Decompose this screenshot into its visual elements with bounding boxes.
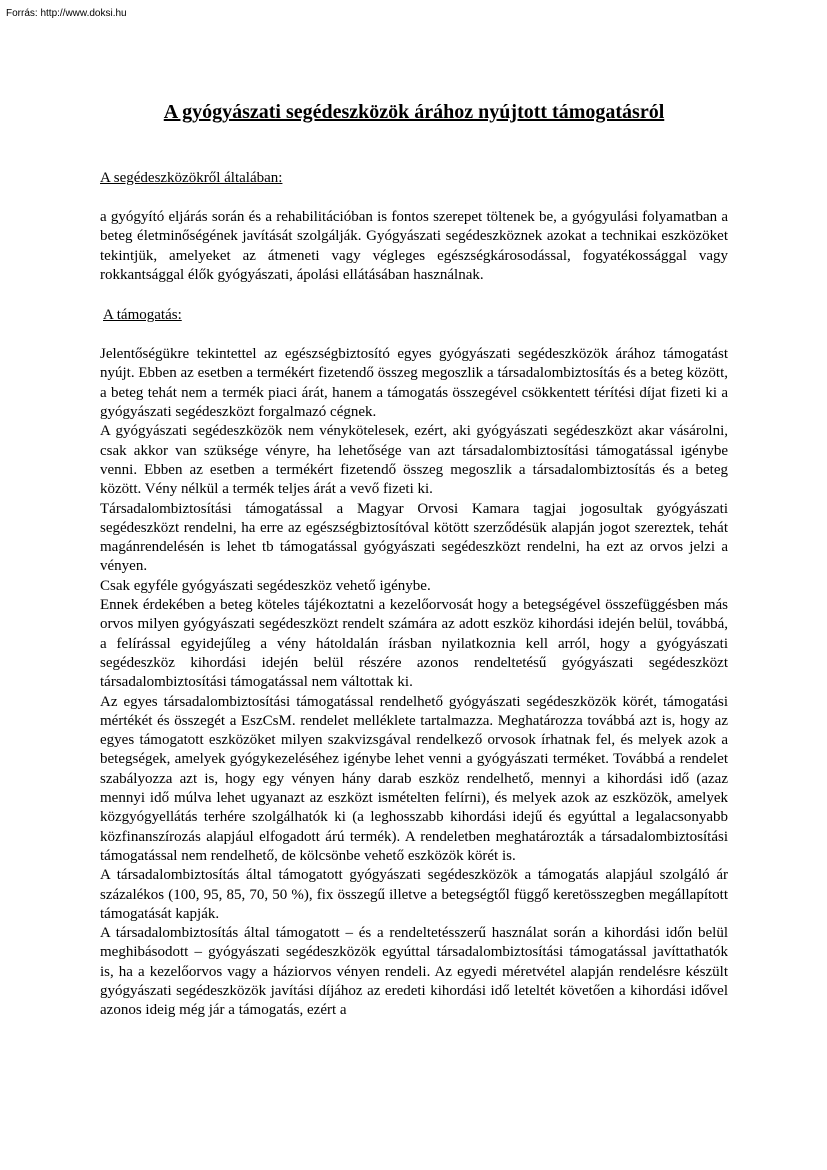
section-general bbox=[100, 208, 728, 285]
paragraph: Jelentőségükre tekintettel az egészségbiztosító egyes gyógyászati segédeszközök árához támogatást nyújt. Ebben az esetben a termékért fizetendő összeg megoszlik a társadalombiztosítás és a beteg között, a beteg tehát nem a termék piaci árát, hanem a támogatás összegével csökkentett térítési díjat fizeti ki a gyógyászati segédeszközt forgalmazó cégnek. bbox=[100, 346, 728, 421]
paragraph: Az egyes társadalombiztosítási támogatással rendelhető gyógyászati segédeszközök körét, támogatási mértékét és összegét a EszCsM. rendelet melléklete tartalmazza. Meghatározza továbbá azt is, hogy az egyes támogatott eszközöket milyen szakvizsgával rendelkező orvosok írhatnak fel, és melyek azok a betegségek, amelyek gyógykezeléséhez igénybe lehet venni a gyógyászati terméket. Továbbá a rendelet szabályozza azt is, hogy egy vényen hány darab eszköz rendelhető, mennyi a kihordási idő (azaz mennyi idő múlva lehet ugyanazt az eszközt ismételten felírni), és melyek azok az eszközök, amelyek közgyógyellátás terhére szolgálhatók ki (a leghosszabb kihordási idejű és egyúttal a legalacsonyabb közfinanszírozás alapjául elfogadott árú termék). A rendeletben meghatározták a társadalombiztosítási támogatással nem rendelhető, de kölcsönbe vehető eszközök körét is. bbox=[100, 693, 728, 864]
section-heading-support: A támogatás: bbox=[103, 307, 182, 324]
paragraph: A gyógyászati segédeszközök nem vénykötelesek, ezért, aki gyógyászati segédeszközt akar vásárolni, csak akkor van szüksége vényre, ha lehetősége van azt társadalombiztosítási támogatással igénybe venni. Ebben az esetben a termékért fizetendő összeg megoszlik a társadalombiztosítás és a beteg között. Vény nélkül a termék teljes árát a vevő fizeti ki. bbox=[100, 423, 728, 498]
section-support bbox=[100, 345, 728, 1020]
paragraph: A társadalombiztosítás által támogatott gyógyászati segédeszközök a támogatás alapjául szolgáló ár százalékos (100, 95, 85, 70, 50 %), fix összegű illetve a betegségtől függő keretösszegben megállapított támogatását kapják. bbox=[100, 867, 728, 922]
paragraph: a gyógyító eljárás során és a rehabilitációban is fontos szerepet töltenek be, a gyógyulási folyamatban a beteg életminőségének javítását szolgálják. Gyógyászati segédeszköznek azokat a technikai eszközöket tekintjük, amelyeket az átmeneti vagy végleges egészségkárosodással, fogyatékossággal vagy rokkantsággal élők gyógyászati, ápolási ellátásában használnak. bbox=[100, 209, 728, 283]
paragraph: A társadalombiztosítás által támogatott – és a rendeltetésszerű használat során a kihordási időn belül meghibásodott – gyógyászati segédeszközök egyúttal társadalombiztosítási támogatással javíttathatók is, ha a kezelőorvos vagy a háziorvos vényen rendeli. Az egyedi méretvétel alapján rendelésre készült gyógyászati segédeszközök javítási díjához az eredeti kihordási idő leteltét követően a kihordási idővel azonos ideig még jár a támogatás, ezért a bbox=[100, 925, 728, 1019]
paragraph: Csak egyféle gyógyászati segédeszköz vehető igénybe. bbox=[100, 577, 431, 594]
document-title: A gyógyászati segédeszközök árához nyújtott támogatásról bbox=[163, 101, 665, 123]
document-page bbox=[100, 100, 728, 1021]
paragraph: Társadalombiztosítási támogatással a Magyar Orvosi Kamara tagjai jogosultak gyógyászati segédeszközt rendelni, ha erre az egészségbiztosítóval kötött szerződésük alapján jogot szereztek, tehát magánrendelésén is lehet tb támogatással gyógyászati segédeszközt rendelni, ha ezt az orvos jelzi a vényen. bbox=[100, 500, 728, 575]
section-heading-general: A segédeszközökről általában: bbox=[100, 170, 283, 186]
paragraph: Ennek érdekében a beteg köteles tájékoztatni a kezelőorvosát hogy a betegségével összefüggésben más orvos milyen gyógyászati segédeszközt rendelt számára az adott eszköz kihordási idején belül, továbbá, a felírással egyidejűleg a vény hátoldalán írásban nyilatkoznia kell arról, hogy a gyógyászati segédeszköz kihordási idején belül részére azonos rendeltetésű gyógyászati segédeszközt társadalombiztosítási támogatással nem váltottak ki. bbox=[100, 597, 728, 691]
source-note: Forrás: http://www.doksi.hu bbox=[6, 8, 127, 19]
